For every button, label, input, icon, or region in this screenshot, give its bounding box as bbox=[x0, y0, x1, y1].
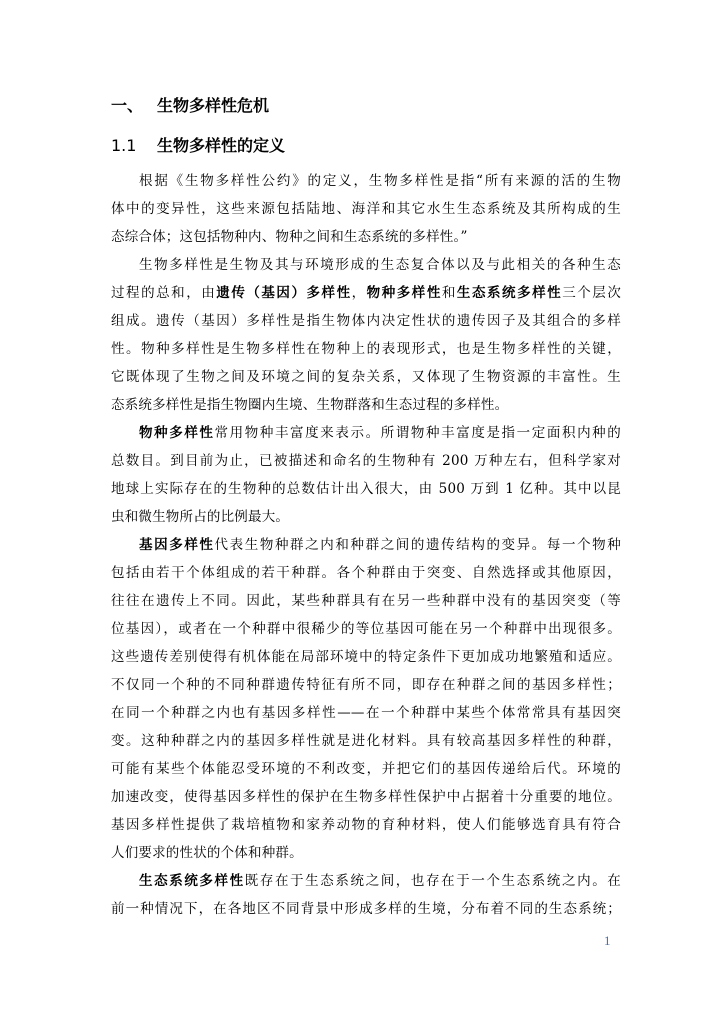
page-number: 1 bbox=[604, 933, 611, 948]
text-run: 位基因），或者在一个种群中很稀少的等位基因可能在另一个种群中出现很多。 bbox=[111, 621, 621, 637]
text-run: 和 bbox=[441, 285, 457, 301]
text-line bbox=[111, 615, 621, 643]
text-run: 性。物种多样性是生物多样性在物种上的表现形式，也是生物多样性的关键， bbox=[111, 341, 621, 357]
text-line bbox=[111, 783, 621, 811]
text-run: 态系统多样性是指生物圈内生境、生物群落和生态过程的多样性。 bbox=[111, 397, 509, 413]
text-run: 代表生物种群之内和种群之间的遗传结构的变异。每一个物种 bbox=[214, 537, 621, 553]
text-run: 在同一个种群之内也有基因多样性——在一个种群中某些个体常常具有基因突 bbox=[111, 705, 621, 721]
text-run: 组成。遗传（基因）多样性是指生物体内决定性状的遗传因子及其组合的多样 bbox=[111, 313, 621, 329]
text-line bbox=[111, 895, 621, 923]
text-run: 包括由若干个体组成的若干种群。各个种群由于突变、自然选择或其他原因， bbox=[111, 565, 621, 581]
text-line bbox=[111, 503, 621, 531]
text-line bbox=[111, 419, 621, 447]
text-run: 既存在于生态系统之间，也存在于一个生态系统之内。在 bbox=[244, 873, 621, 889]
text-run: 加速改变，使得基因多样性的保护在生物多样性保护中占据着十分重要的地位。 bbox=[111, 789, 621, 805]
subsection-number: 1.1 bbox=[111, 136, 137, 155]
bold-term: 物种多样性 bbox=[366, 285, 442, 301]
section-title: 生物多样性危机 bbox=[157, 96, 270, 115]
text-run: 地球上实际存在的生物种的总数估计出入很大，由 500 万到 1 亿种。其中以昆 bbox=[111, 481, 621, 497]
bold-term: 生态系统多样性 bbox=[139, 873, 245, 889]
text-run: 可能有某些个体能忍受环境的不利改变，并把它们的基因传递给后代。环境的 bbox=[111, 761, 621, 777]
subsection-title: 生物多样性的定义 bbox=[157, 136, 286, 155]
text-line bbox=[111, 587, 621, 615]
text-line bbox=[111, 755, 621, 783]
text-line bbox=[111, 363, 621, 391]
text-line bbox=[111, 223, 621, 251]
text-run: 根据《生物多样性公约》的定义，生物多样性是指“所有来源的活的生物 bbox=[139, 173, 621, 189]
text-run: 三个层次 bbox=[562, 285, 621, 301]
text-line bbox=[111, 531, 621, 559]
text-run: 常用物种丰富度来表示。所谓物种丰富度是指一定面积内种的 bbox=[214, 425, 621, 441]
paragraph bbox=[111, 167, 621, 251]
bold-term: 物种多样性 bbox=[139, 425, 215, 441]
text-run: 过程的总和，由 bbox=[111, 285, 217, 301]
text-run: 生物多样性是生物及其与环境形成的生态复合体以及与此相关的各种生态 bbox=[139, 257, 621, 273]
text-line bbox=[111, 335, 621, 363]
section-heading bbox=[111, 94, 269, 118]
text-run: 这些遗传差别使得有机体能在局部环境中的特定条件下更加成功地繁殖和适应。 bbox=[111, 649, 621, 665]
text-run: 不仅同一个种的不同种群遗传特征有所不同，即存在种群之间的基因多样性； bbox=[111, 677, 621, 693]
text-run: ， bbox=[351, 285, 367, 301]
text-line bbox=[111, 559, 621, 587]
text-line bbox=[111, 839, 621, 867]
text-line bbox=[111, 279, 621, 307]
bold-term: 基因多样性 bbox=[139, 537, 215, 553]
text-line bbox=[111, 671, 621, 699]
paragraph bbox=[111, 419, 621, 531]
bold-term: 生态系统多样性 bbox=[456, 285, 563, 301]
text-line bbox=[111, 195, 621, 223]
bold-term: 遗传（基因）多样性 bbox=[216, 285, 352, 301]
subsection-heading bbox=[111, 134, 285, 158]
section-number: 一、 bbox=[111, 96, 144, 115]
text-line bbox=[111, 447, 621, 475]
text-run: 它既体现了生物之间及环境之间的复杂关系，又体现了生物资源的丰富性。生 bbox=[111, 369, 621, 385]
paragraph bbox=[111, 251, 621, 419]
text-line bbox=[111, 475, 621, 503]
text-line bbox=[111, 643, 621, 671]
text-run: 往往在遗传上不同。因此，某些种群具有在另一些种群中没有的基因突变（等 bbox=[111, 593, 621, 609]
paragraph bbox=[111, 531, 621, 867]
text-line bbox=[111, 811, 621, 839]
text-line bbox=[111, 867, 621, 895]
text-line bbox=[111, 727, 621, 755]
text-line bbox=[111, 251, 621, 279]
text-run: 体中的变异性，这些来源包括陆地、海洋和其它水生生态系统及其所构成的生 bbox=[111, 201, 621, 217]
text-line bbox=[111, 307, 621, 335]
text-line bbox=[111, 167, 621, 195]
text-line bbox=[111, 391, 621, 419]
text-run: 变。这种种群之内的基因多样性就是进化材料。具有较高基因多样性的种群， bbox=[111, 733, 621, 749]
text-run: 虫和微生物所占的比例最大。 bbox=[111, 509, 290, 525]
paragraph bbox=[111, 867, 621, 923]
text-line bbox=[111, 699, 621, 727]
text-run: 前一种情况下，在各地区不同背景中形成多样的生境，分布着不同的生态系统； bbox=[111, 901, 621, 917]
text-run: 人们要求的性状的个体和种群。 bbox=[111, 845, 303, 861]
document-body bbox=[111, 167, 621, 923]
text-run: 态综合体；这包括物种内、物种之间和生态系统的多样性。” bbox=[111, 229, 468, 245]
text-run: 总数目。到目前为止，已被描述和命名的生物种有 200 万种左右，但科学家对 bbox=[111, 453, 621, 469]
text-run: 基因多样性提供了栽培植物和家养动物的育种材料，使人们能够选育具有符合 bbox=[111, 817, 621, 833]
